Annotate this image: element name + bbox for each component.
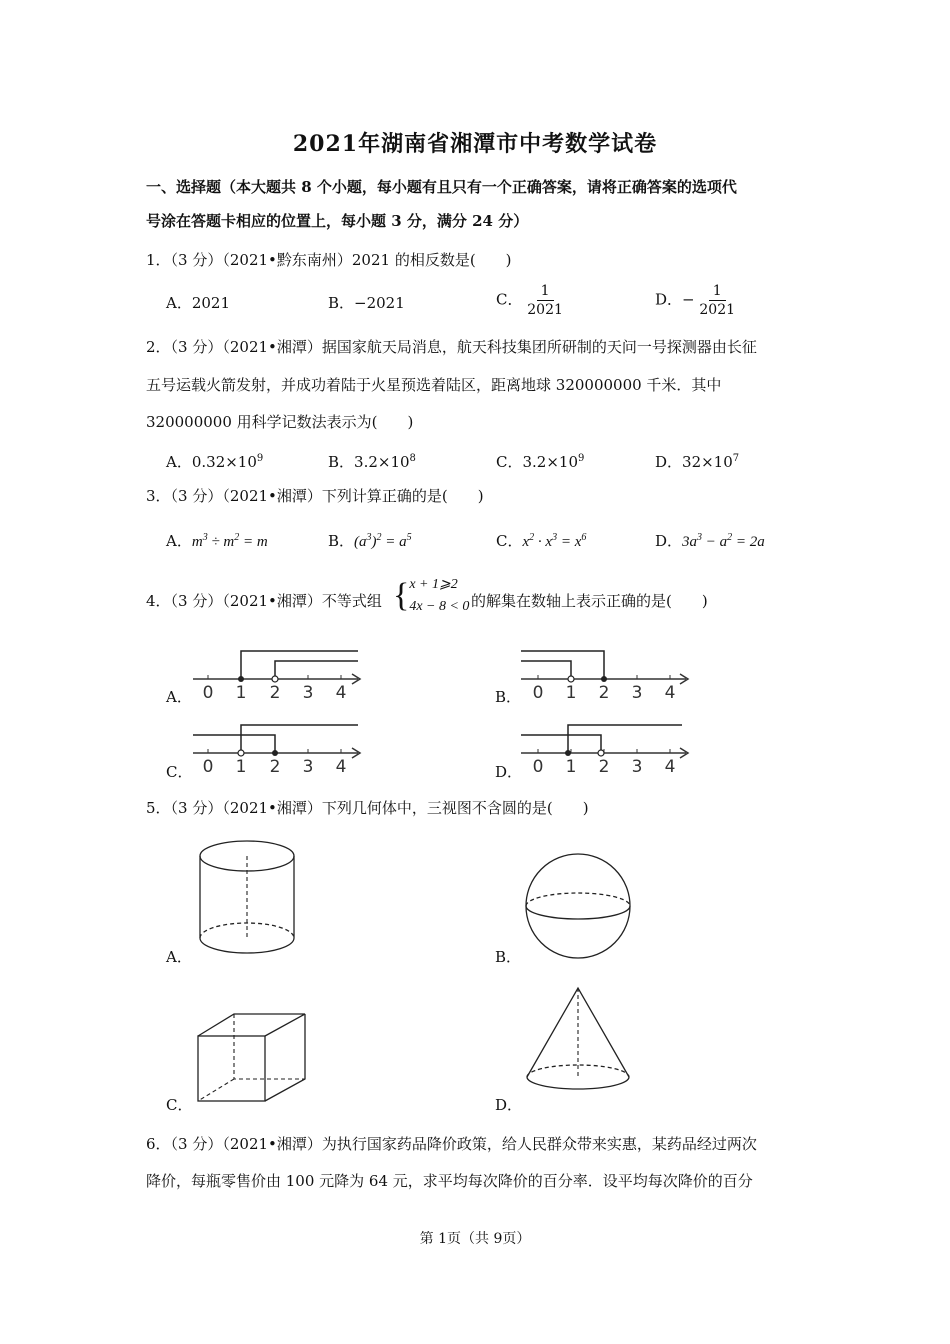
q2-line3: 320000000 用科学记数法表示为( ) [146,413,414,431]
q6-line1: 6．（3 分）（2021•湘潭）为执行国家药品降价政策，给人民群众带来实惠，某药品经过两次 [146,1135,757,1153]
tick-label: 4 [664,683,676,701]
tick-label: 4 [664,757,676,775]
number-line-c [190,719,370,775]
tick-label: 3 [302,683,314,701]
tick-label: 4 [335,757,347,775]
q6-line2: 降价，每瓶零售价由 100 元降为 64 元，求平均每次降价的百分率．设平均每次降价的百分 [146,1172,753,1190]
q5-option-d-label: D． [495,1096,523,1114]
tick-label: 1 [565,757,577,775]
tick-label: 4 [335,683,347,701]
q5-stem: 5．（3 分）（2021•湘潭）下列几何体中，三视图不含圆的是( ) [146,799,589,817]
tick-label: 1 [565,683,577,701]
q4-stem-pre: 4．（3 分）（2021•湘潭）不等式组 [146,592,382,610]
tick-label: 2 [269,757,281,775]
q4-option-b-label: B． [495,688,522,706]
tick-label: 1 [235,683,247,701]
q4-option-c-label: C． [166,763,193,781]
q2-option-b: B．$3.2\times 10^8$ [328,453,416,471]
q5-option-b-label: B． [495,948,522,966]
q4-option-a-label: A． [166,688,192,706]
tick-label: 3 [302,757,314,775]
q4-stem-post: 的解集在数轴上表示正确的是( ) [471,592,708,610]
q3-option-d: D．$3a^3 - a^2 = 2a$ [655,532,765,550]
cube-figure [193,1011,311,1104]
sphere-figure [522,851,634,961]
q5-option-a-label: A． [166,948,192,966]
q2-option-a: A．$0.32\times 10^9$ [166,453,264,471]
q3-option-b: B．$(a^3)^2 = a^5$ [328,532,412,550]
q4-inequality-system [393,574,469,618]
brace: { [393,577,410,614]
q1-stem: 1．（3 分）（2021•黔东南州）2021 的相反数是( ) [146,251,512,269]
tick-label: 3 [631,683,643,701]
page-title: 2021年湖南省湘潭市中考数学试卷 [292,131,658,157]
tick-label: 0 [202,757,214,775]
page-footer: 第 1页（共 9页） [419,1231,531,1247]
q4-option-d-label: D． [495,763,523,781]
tick-label: 0 [532,757,544,775]
section-heading-line1: 一、选择题（本大题共 8 个小题，每小题有且只有一个正确答案，请将正确答案的选项代 [146,178,737,196]
q1-option-c-fraction: $\frac{1}{2021}$ [527,283,563,318]
tick-label: 3 [631,757,643,775]
number-line-d [518,719,698,775]
section-heading-line2: 号涂在答题卡相应的位置上，每小题 3 分，满分 24 分） [146,212,529,230]
q2-line1: 2．（3 分）（2021•湘潭）据国家航天局消息，航天科技集团所研制的天问一号探测器由长征 [146,338,757,356]
q3-stem: 3．（3 分）（2021•湘潭）下列计算正确的是( ) [146,487,484,505]
cylinder-figure [195,836,299,958]
tick-label: 2 [598,757,610,775]
tick-label: 2 [269,683,281,701]
q2-option-c: C．$3.2\times 10^9$ [496,453,585,471]
tick-label: 1 [235,757,247,775]
tick-label: 2 [598,683,610,701]
q3-option-c: C．$x^2 \cdot x^3 = x^6$ [496,532,587,550]
number-line-a [190,645,370,701]
q1-option-a: A．2021 [166,294,231,312]
cone-figure [524,985,632,1097]
q1-option-d-fraction: $\frac{1}{2021}$ [699,283,736,318]
q1-option-c-label: C． [496,290,523,309]
q2-option-d: D．$32\times 10^7$ [655,453,740,471]
tick-label: 0 [532,683,544,701]
q2-line2: 五号运载火箭发射，并成功着陆于火星预选着陆区，距离地球 320000000 千米．其中 [146,376,722,394]
q3-option-a: A．$m^3 \div m^2 = m$ [166,532,268,550]
tick-label: 0 [202,683,214,701]
q4-inequality-1: x + 1⩾2 [409,577,458,592]
q1-option-d [655,282,735,319]
q5-option-c-label: C． [166,1096,193,1114]
q1-option-c [496,282,563,319]
q1-option-d-label: D．− [655,290,695,309]
q1-option-b: B．−2021 [328,294,405,312]
q4-inequality-2: 4x − 8 < 0 [409,599,470,614]
number-line-b [518,645,698,701]
